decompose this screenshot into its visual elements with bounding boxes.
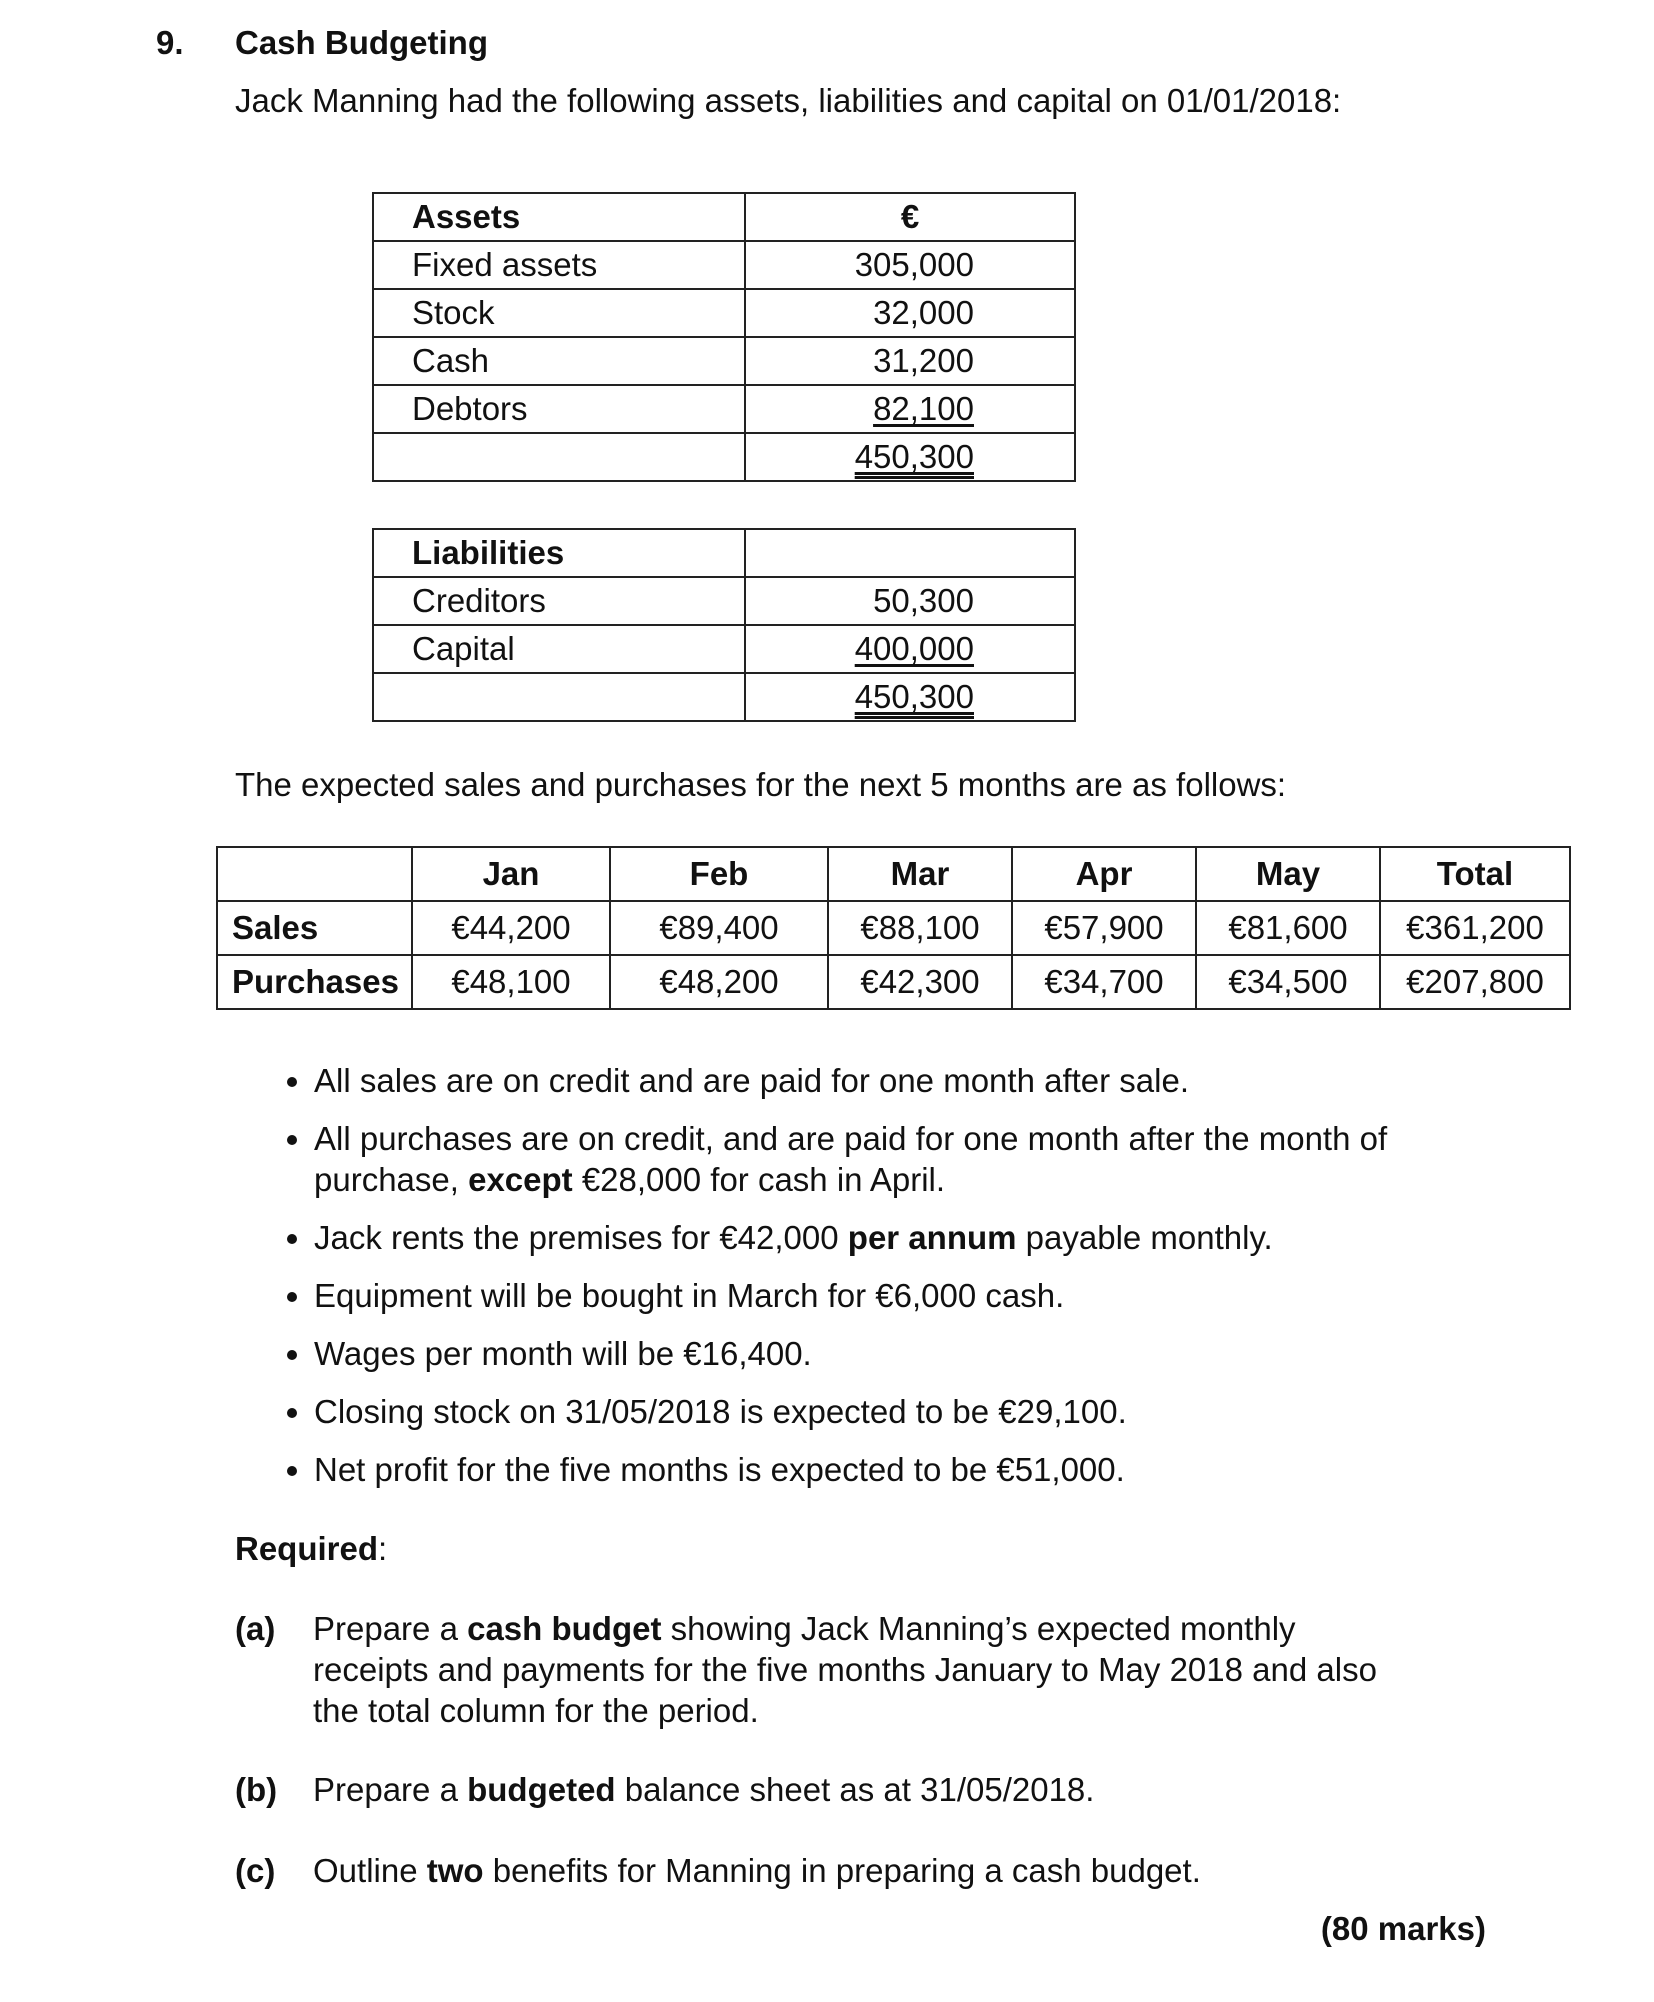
row-label: Sales: [217, 901, 412, 955]
table-row: [373, 673, 1075, 721]
empty-cell: [373, 433, 745, 481]
table-cell: €34,500: [1196, 955, 1380, 1009]
empty-cell: [373, 673, 745, 721]
intro-text: Jack Manning had the following assets, liabilities and capital on 01/01/2018:: [235, 82, 1342, 119]
table-row: [373, 337, 1075, 385]
empty-cell: [745, 529, 1075, 577]
requirement-text: [313, 1769, 1413, 1810]
assets-total-cell: [745, 433, 1075, 481]
list-item: • Wages per month will be €16,400.: [314, 1333, 1414, 1374]
expected-text: The expected sales and purchases for the next 5 months are as follows:: [235, 766, 1287, 803]
asset-value: 305,000: [745, 241, 1075, 289]
table-cell: €48,200: [610, 955, 828, 1009]
req-text-part: Prepare a: [313, 1771, 468, 1808]
liability-value-cell: [745, 625, 1075, 673]
column-header: Feb: [610, 847, 828, 901]
assets-table: [372, 192, 1076, 482]
asset-label: Stock: [373, 289, 745, 337]
asset-value: 31,200: [745, 337, 1075, 385]
required-colon: :: [378, 1530, 388, 1567]
asset-label: Debtors: [373, 385, 745, 433]
question-title: Cash Budgeting: [235, 24, 488, 61]
table-cell: €48,100: [412, 955, 610, 1009]
list-item: [314, 1118, 1414, 1200]
list-item: [314, 1217, 1414, 1258]
list-item: • All sales are on credit and are paid for one month after sale.: [314, 1060, 1414, 1101]
currency-header: €: [745, 193, 1075, 241]
table-cell: €361,200: [1380, 901, 1570, 955]
liabilities-total-cell: [745, 673, 1075, 721]
table-row: [373, 433, 1075, 481]
req-text-part: Outline: [313, 1852, 427, 1889]
column-header: Jan: [412, 847, 610, 901]
note-emphasis: per annum: [847, 1219, 1017, 1256]
table-row: [373, 385, 1075, 433]
liability-value: 50,300: [745, 577, 1075, 625]
assets-total: 450,300: [854, 438, 974, 475]
asset-label: Fixed assets: [373, 241, 745, 289]
table-cell: €42,300: [828, 955, 1012, 1009]
table-cell: €88,100: [828, 901, 1012, 955]
req-text-part: showing Jack Manning’s expected monthly receipts and payments for the five months January to May 2018 and also the total column for the period.: [313, 1610, 1377, 1729]
liabilities-total: 450,300: [854, 678, 974, 715]
table-row: [217, 955, 1570, 1009]
row-label: Purchases: [217, 955, 412, 1009]
liabilities-table: [372, 528, 1076, 722]
list-item: • Equipment will be bought in March for €6,000 cash.: [314, 1275, 1414, 1316]
asset-value-cell: [745, 385, 1075, 433]
column-header: Apr: [1012, 847, 1196, 901]
table-row: [373, 529, 1075, 577]
liability-label: Creditors: [373, 577, 745, 625]
req-emphasis: budgeted: [467, 1771, 616, 1808]
assets-header: Assets: [373, 193, 745, 241]
table-row: [373, 289, 1075, 337]
requirement-letter: (b): [235, 1771, 278, 1808]
req-text-part: Prepare a: [313, 1610, 468, 1647]
marks-label: (80 marks): [1320, 1910, 1486, 1947]
table-row: [373, 577, 1075, 625]
note-emphasis: except: [468, 1161, 573, 1198]
requirement-letter: (c): [235, 1852, 276, 1889]
notes-list: [270, 1060, 1414, 1507]
asset-value: 82,100: [873, 390, 974, 427]
table-cell: €207,800: [1380, 955, 1570, 1009]
table-cell: €89,400: [610, 901, 828, 955]
req-text-part: balance sheet as at 31/05/2018.: [615, 1771, 1095, 1808]
sales-purchases-table: [216, 846, 1571, 1010]
table-row: [217, 847, 1570, 901]
note-text: All purchases are on credit, and are paid for one month after the month of purchase,: [314, 1120, 1388, 1198]
list-item: • Closing stock on 31/05/2018 is expected to be €29,100.: [314, 1391, 1414, 1432]
list-item: • Net profit for the five months is expected to be €51,000.: [314, 1449, 1414, 1490]
table-cell: €44,200: [412, 901, 610, 955]
note-text: Jack rents the premises for €42,000: [314, 1219, 848, 1256]
column-header: May: [1196, 847, 1380, 901]
liability-label: Capital: [373, 625, 745, 673]
requirement-text: [313, 1850, 1413, 1891]
table-cell: €34,700: [1012, 955, 1196, 1009]
note-text: €28,000 for cash in April.: [572, 1161, 946, 1198]
req-emphasis: cash budget: [467, 1610, 662, 1647]
liability-value: 400,000: [854, 630, 974, 667]
liabilities-header: Liabilities: [373, 529, 745, 577]
note-text: payable monthly.: [1016, 1219, 1273, 1256]
requirement-letter: (a): [235, 1610, 276, 1647]
req-emphasis: two: [426, 1852, 484, 1889]
required-heading: [235, 1530, 387, 1568]
asset-label: Cash: [373, 337, 745, 385]
column-header: Total: [1380, 847, 1570, 901]
table-row: [217, 901, 1570, 955]
required-label: Required: [235, 1530, 379, 1567]
empty-cell: [217, 847, 412, 901]
table-cell: €57,900: [1012, 901, 1196, 955]
table-cell: €81,600: [1196, 901, 1380, 955]
req-text-part: benefits for Manning in preparing a cash budget.: [483, 1852, 1201, 1889]
table-row: [373, 241, 1075, 289]
column-header: Mar: [828, 847, 1012, 901]
requirement-text: [313, 1608, 1413, 1731]
table-row: [373, 193, 1075, 241]
asset-value: 32,000: [745, 289, 1075, 337]
table-row: [373, 625, 1075, 673]
question-number: 9.: [156, 24, 184, 61]
